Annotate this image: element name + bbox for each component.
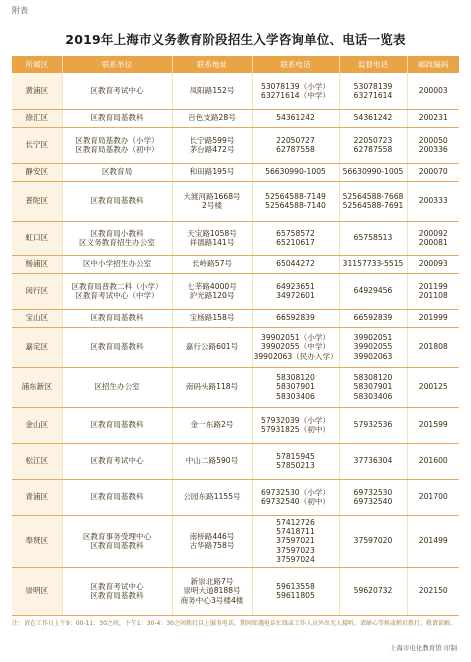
header-supervision-phone: 监督电话 [339,56,407,73]
cell-supervision-phone: 37597020 [339,515,407,567]
cell-phone: 65758572 65210617 [252,221,339,255]
cell-supervision-phone: 56630990-1005 [339,163,407,181]
cell-address: 和田路195号 [172,163,252,181]
cell-supervision-phone: 52564588-7668 52564588-7691 [339,181,407,221]
cell-address: 新崇北路7号 崇明大道8188号 商务中心3号楼4楼 [172,567,252,615]
cell-phone: 59613558 59611805 [252,567,339,615]
cell-phone: 52564588-7149 52564588-7140 [252,181,339,221]
table-header-row [12,56,459,73]
table-row [12,221,459,255]
table-row [12,181,459,221]
cell-unit: 区教育局基教科 [62,407,172,443]
cell-address: 南码头路118号 [172,367,252,407]
cell-district: 奉贤区 [12,515,62,567]
cell-address: 天宝路1058号 祥德路141号 [172,221,252,255]
cell-address: 大渡河路1668号 2号楼 [172,181,252,221]
cell-supervision-phone: 54361242 [339,109,407,127]
cell-address: 公园东路1155号 [172,479,252,515]
table-row [12,309,459,327]
cell-postcode: 201808 [407,327,459,367]
cell-district: 闵行区 [12,273,62,309]
cell-unit: 区教育考试中心 区教育局基教科 [62,567,172,615]
cell-district: 徐汇区 [12,109,62,127]
cell-unit: 区教育事务受理中心 区教育局基教科 [62,515,172,567]
cell-postcode: 200093 [407,255,459,273]
cell-phone: 56630990-1005 [252,163,339,181]
cell-unit: 区教育局基教科 [62,181,172,221]
cell-unit: 区教育考试中心 [62,73,172,109]
table-row [12,163,459,181]
cell-supervision-phone: 66592839 [339,309,407,327]
cell-district: 金山区 [12,407,62,443]
cell-unit: 区教育局基教办（小学） 区教育局基教办（初中） [62,127,172,163]
cell-address: 凤阳路152号 [172,73,252,109]
table-row [12,367,459,407]
cell-phone: 22050727 62787558 [252,127,339,163]
cell-district: 宝山区 [12,309,62,327]
table-row [12,255,459,273]
cell-unit: 区教育局基教科 [62,327,172,367]
cell-district: 静安区 [12,163,62,181]
table-row [12,273,459,309]
header-unit: 联系单位 [62,56,172,73]
table-row [12,567,459,615]
cell-postcode: 201600 [407,443,459,479]
table-row [12,327,459,367]
cell-address: 宝杨路158号 [172,309,252,327]
cell-supervision-phone: 57932536 [339,407,407,443]
cell-district: 杨浦区 [12,255,62,273]
cell-supervision-phone: 58308120 58307901 58303406 [339,367,407,407]
cell-district: 普陀区 [12,181,62,221]
cell-phone: 57412726 57418711 37597021 37597023 37597024 [252,515,339,567]
cell-address: 长宁路599号 茅台路472号 [172,127,252,163]
cell-unit: 区教育局小教科 区义务教育招生办公室 [62,221,172,255]
page-title: 2019年上海市义务教育阶段招生入学咨询单位、电话一览表 [65,32,406,47]
cell-unit: 区中小学招生办公室 [62,255,172,273]
cell-postcode: 201499 [407,515,459,567]
cell-district: 浦东新区 [12,367,62,407]
cell-unit: 区教育局普教二科（小学） 区教育考试中心（中学） [62,273,172,309]
table-row [12,443,459,479]
header-postcode: 邮政编码 [407,56,459,73]
table-row [12,73,459,109]
cell-unit: 区教育局基教科 [62,109,172,127]
cell-postcode: 200231 [407,109,459,127]
cell-supervision-phone: 22050723 62787558 [339,127,407,163]
contact-table [12,56,459,616]
cell-phone: 65044272 [252,255,339,273]
cell-postcode: 202150 [407,567,459,615]
cell-phone: 53078139（小学） 63271614（中学） [252,73,339,109]
cell-phone: 54361242 [252,109,339,127]
cell-unit: 区招生办公室 [62,367,172,407]
cell-postcode: 200050 200336 [407,127,459,163]
cell-postcode: 201199 201108 [407,273,459,309]
cell-supervision-phone: 69732530 69732540 [339,479,407,515]
cell-phone: 57815945 57850213 [252,443,339,479]
cell-postcode: 200092 200081 [407,221,459,255]
cell-phone: 57932039（小学） 57931825（初中） [252,407,339,443]
table-row [12,479,459,515]
cell-postcode: 201700 [407,479,459,515]
cell-unit: 区教育局基教科 [62,309,172,327]
cell-district: 黄浦区 [12,73,62,109]
printer-credit: 上海市电化教育馆 印制 [389,644,457,652]
cell-address: 嘉行公路601号 [172,327,252,367]
cell-district: 崇明区 [12,567,62,615]
cell-postcode: 201599 [407,407,459,443]
table-row [12,127,459,163]
cell-phone: 69732530（小学） 69732540（初中） [252,479,339,515]
cell-postcode: 200003 [407,73,459,109]
header-address: 联系地址 [172,56,252,73]
cell-unit: 区教育局基教科 [62,479,172,515]
cell-unit: 区教育考试中心 [62,443,172,479]
cell-postcode: 200333 [407,181,459,221]
cell-address: 七莘路4000号 沪光路120号 [172,273,252,309]
cell-district: 嘉定区 [12,327,62,367]
cell-address: 中山二路590号 [172,443,252,479]
header-district: 所属区 [12,56,62,73]
cell-phone: 58308120 58307901 58303406 [252,367,339,407]
cell-unit: 区教育局 [62,163,172,181]
cell-supervision-phone: 31157733-5515 [339,255,407,273]
cell-district: 虹口区 [12,221,62,255]
cell-postcode: 200125 [407,367,459,407]
cell-supervision-phone: 64929456 [339,273,407,309]
cell-district: 松江区 [12,443,62,479]
cell-supervision-phone: 53078139 63271614 [339,73,407,109]
cell-phone: 66592839 [252,309,339,327]
cell-address: 长岭路57号 [172,255,252,273]
table-row [12,515,459,567]
table-row [12,407,459,443]
attachment-label: 附表 [12,6,28,15]
cell-supervision-phone: 37736304 [339,443,407,479]
cell-address: 金一东路2号 [172,407,252,443]
cell-district: 青浦区 [12,479,62,515]
footnote: 注：请在工作日上午9：00-11：30之间，下午1：30-4：30之间拨打以上服务电话，期间如遇电话忙线或工作人员外出无人接听，请耐心等候或稍后拨打，敬请谅解。 [12,620,456,627]
table-row [12,109,459,127]
cell-address: 百色支路28号 [172,109,252,127]
cell-district: 长宁区 [12,127,62,163]
cell-phone: 64923651 34972601 [252,273,339,309]
cell-supervision-phone: 59620732 [339,567,407,615]
header-phone: 联系电话 [252,56,339,73]
cell-postcode: 200070 [407,163,459,181]
cell-phone: 39902051（小学） 39902055（中学） 39902063（民办入学） [252,327,339,367]
cell-supervision-phone: 65758513 [339,221,407,255]
cell-supervision-phone: 39902051 39902055 39902063 [339,327,407,367]
cell-postcode: 201999 [407,309,459,327]
cell-address: 南桥路446号 古华路758号 [172,515,252,567]
